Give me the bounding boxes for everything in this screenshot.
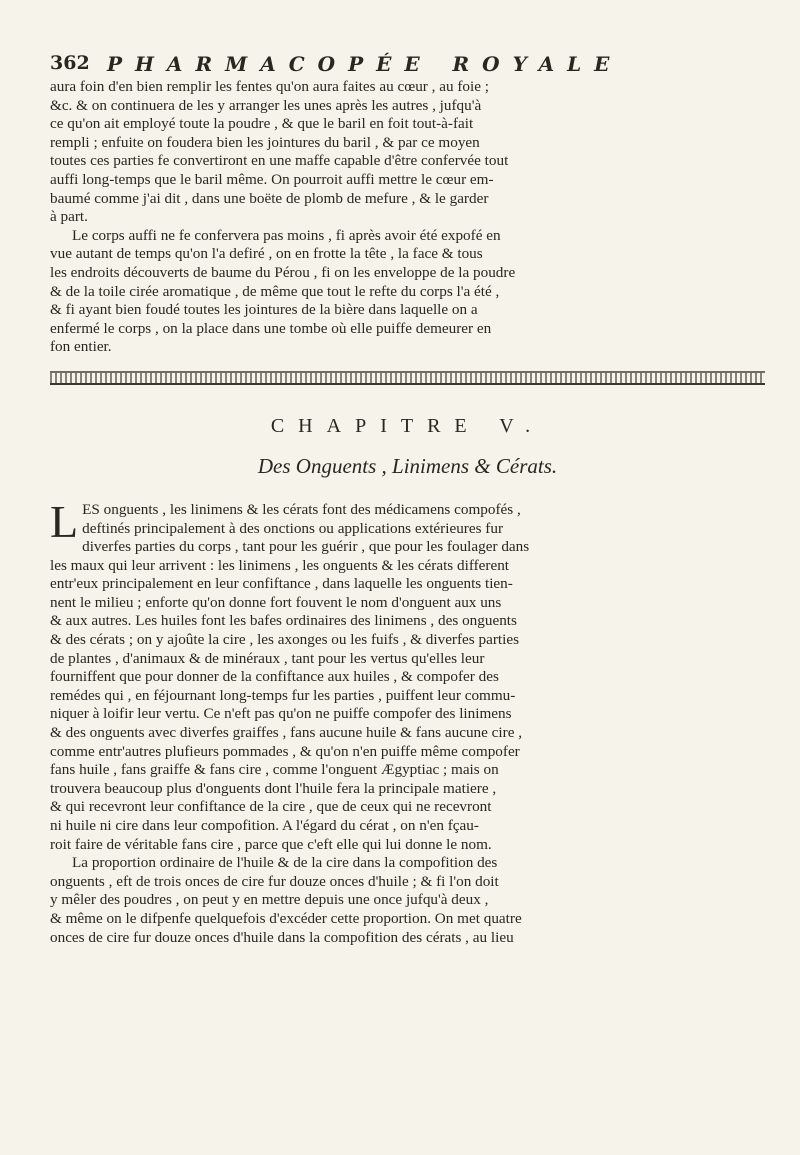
- text-line: & même on le difpenfe quelquefois d'excéder cette proportion. On met quatre: [50, 909, 522, 927]
- text-line: roit faire de véritable fans cire , parce que c'eft elle qui lui donne le nom.: [50, 835, 492, 853]
- text-line: entr'eux principalement en leur confiftance , dans laquelle les onguents tien-: [50, 575, 513, 593]
- page-number: 362: [50, 52, 90, 74]
- text-line: ES onguents , les linimens & les cérats font des médicamens compofés ,: [82, 500, 521, 518]
- text-line: ce qu'on ait employé toute la poudre , & que le baril en foit tout-à-fait: [50, 115, 474, 133]
- chapter-paragraph: [50, 495, 765, 854]
- text-line: & aux autres. Les huiles font les bafes ordinaires des linimens , des onguents: [50, 612, 517, 630]
- book-title: PHARMACOPÉE ROYALE: [107, 52, 623, 76]
- text-line: y mêler des poudres , on peut y en mettre depuis une once jufqu'à deux ,: [50, 891, 489, 909]
- text-line: fourniffent que pour donner de la confiftance aux huiles , & compofer des: [50, 668, 499, 686]
- text-line: trouvera beaucoup plus d'onguents dont l'huile fera la principale matiere ,: [50, 779, 497, 797]
- text-line: les maux qui leur arrivent : les linimens , les onguents & les cérats different: [50, 556, 510, 574]
- text-line: toutes ces parties fe convertiront en une maffe capable d'être confervée tout: [50, 152, 509, 170]
- text-line: auffi long-temps que le baril même. On pourroit auffi mettre le cœur em-: [50, 170, 494, 188]
- text-line: & de la toile cirée aromatique , de même que tout le refte du corps l'a été ,: [50, 282, 500, 300]
- text-line: remédes qui , en féjournant long-temps fur les parties , puiffent leur commu-: [50, 686, 516, 704]
- text-line: & des cérats ; on y ajoûte la cire , les axonges ou les fuifs , & diverfes parties: [50, 631, 519, 649]
- text-line: nent le milieu ; enforte qu'on donne fort fouvent le nom d'onguent aux uns: [50, 593, 502, 611]
- text-line: ni huile ni cire dans leur compofition. A l'égard du cérat , on n'en fçau-: [50, 817, 479, 834]
- text-line: enfermé le corps , on la place dans une tombe où elle puiffe demeurer en: [50, 319, 492, 337]
- chapter-heading: CHAPITRE V.: [270, 414, 545, 437]
- text-line: onguents , eft de trois onces de cire fur douze onces d'huile ; & fi l'on doit: [50, 872, 499, 890]
- running-head: [50, 52, 765, 78]
- chapter-title: Des Onguents , Linimens & Cérats.: [257, 453, 558, 478]
- text-line: les endroits découverts de baume du Pérou , fi on les enveloppe de la poudre: [50, 263, 516, 281]
- text-line: niquer à loifir leur vertu. Ce n'eft pas qu'on ne puiffe compofer des linimens: [50, 705, 512, 723]
- ornamental-rule: [50, 371, 765, 383]
- text-line: fon entier.: [50, 338, 112, 356]
- text-line: à part.: [50, 208, 88, 226]
- drop-cap: L: [50, 495, 79, 547]
- text-line: rempli ; enfuite on foudera bien les jointures du baril , & par ce moyen: [50, 133, 480, 151]
- text-line: fans huile , fans graiffe & fans cire , comme l'onguent Ægyptiac ; mais on: [50, 761, 499, 779]
- second-paragraph: [50, 227, 765, 357]
- text-line: & des onguents avec diverfes graiffes , fans aucune huile & fans aucune cire ,: [50, 724, 523, 742]
- text-line: & qui recevront leur confiftance de la cire , que de ceux qui ne recevront: [50, 798, 492, 816]
- book-page: [50, 52, 765, 947]
- text-line: Le corps auffi ne fe confervera pas moins , fi après avoir été expofé en: [72, 226, 501, 244]
- text-line: & fi ayant bien foudé toutes les jointures de la bière dans laquelle on a: [50, 301, 478, 319]
- text-line: &c. & on continuera de les y arranger les unes après les autres , jufqu'à: [50, 96, 482, 114]
- intro-paragraph: [50, 78, 765, 227]
- text-line: onces de cire fur douze onces d'huile dans la compofition des cérats , au lieu: [50, 928, 514, 946]
- text-line: La proportion ordinaire de l'huile & de la cire dans la compofition des: [72, 854, 498, 872]
- text-line: diverfes parties du corps , tant pour les guérir , que pour les foulager dans: [82, 538, 530, 556]
- last-paragraph: [50, 854, 765, 947]
- text-line: vue autant de temps qu'on l'a defiré , on en frotte la tête , la face & tous: [50, 245, 483, 263]
- text-line: comme entr'autres plufieurs pommades , & qu'on n'en puiffe même compofer: [50, 742, 520, 760]
- text-line: baumé comme j'ai dit , dans une boëte de plomb de mefure , & le garder: [50, 189, 489, 207]
- text-line: de plantes , d'animaux & de minéraux , tant pour les vertus qu'elles leur: [50, 649, 485, 667]
- ornamental-rule-base: [50, 383, 765, 385]
- text-line: deftinés principalement à des onctions ou applications extérieures fur: [82, 519, 503, 537]
- text-line: aura foin d'en bien remplir les fentes qu'on aura faites au cœur , au foie ;: [50, 78, 489, 95]
